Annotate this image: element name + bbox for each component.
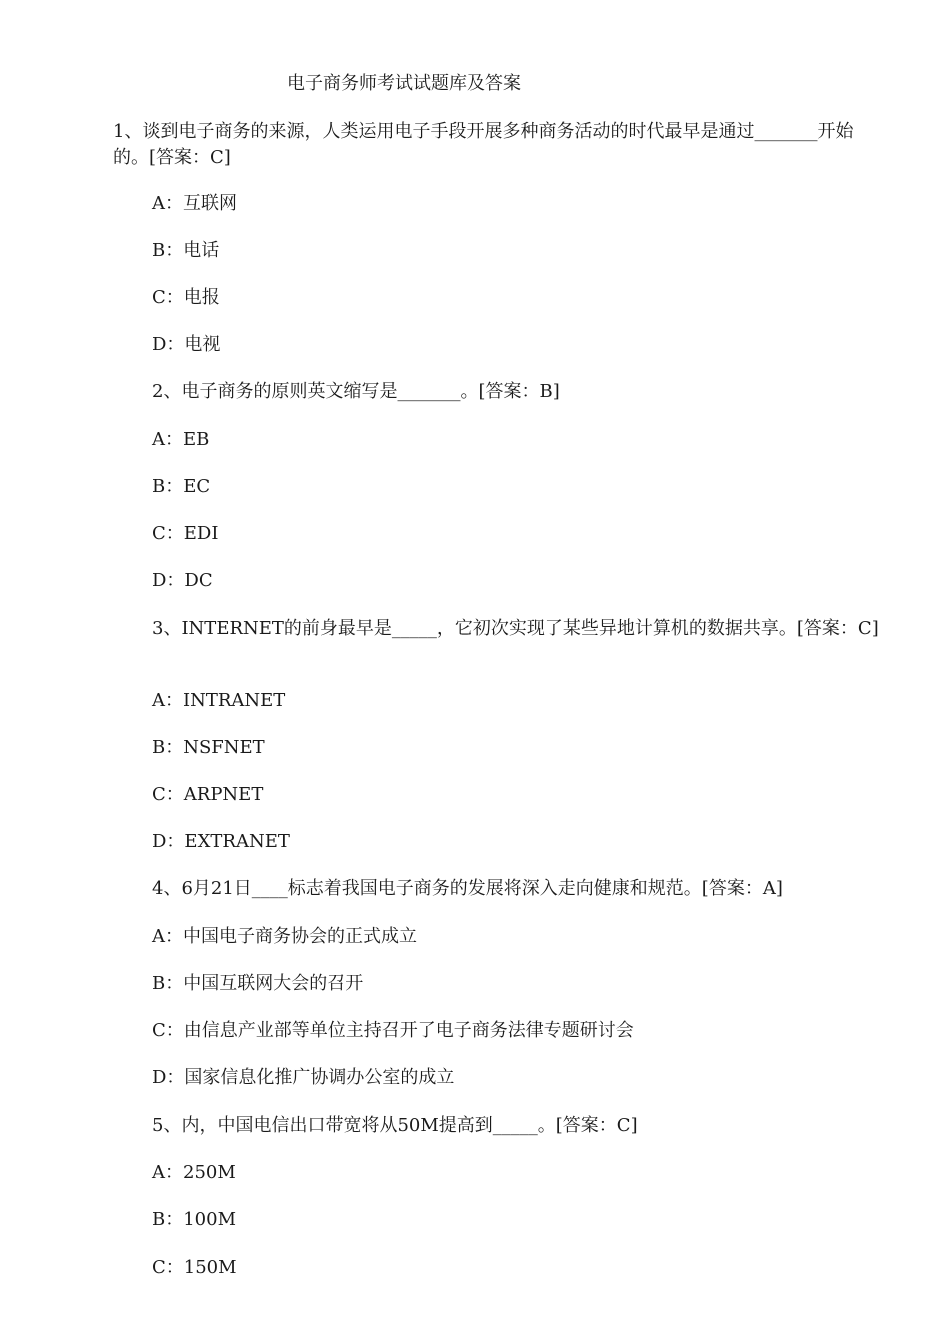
question-5-text: 5、内，中国电信出口带宽将从50M提高到_____。[答案：C] bbox=[152, 1115, 638, 1136]
question-3-option-c: C：ARPNET bbox=[152, 784, 264, 805]
question-1-text: 1、谈到电子商务的来源，人类运用电子手段开展多种商务活动的时代最早是通过_______开始的。[答案：C] bbox=[113, 121, 854, 168]
question-2-option-c: C：EDI bbox=[152, 523, 219, 544]
question-2-option-d: D：DC bbox=[152, 570, 213, 591]
document-title: 电子商务师考试试题库及答案 bbox=[287, 73, 521, 94]
question-4-option-b: B：中国互联网大会的召开 bbox=[152, 973, 364, 994]
question-5-option-c: C：150M bbox=[152, 1257, 237, 1278]
question-3-option-d: D：EXTRANET bbox=[152, 831, 290, 852]
question-4-option-c: C：由信息产业部等单位主持召开了电子商务法律专题研讨会 bbox=[152, 1020, 634, 1041]
question-2-option-b: B：EC bbox=[152, 476, 211, 497]
question-4-option-a: A：中国电子商务协会的正式成立 bbox=[152, 926, 417, 947]
question-2-text: 2、电子商务的原则英文缩写是_______。[答案：B] bbox=[152, 381, 560, 402]
question-5-option-a: A：250M bbox=[152, 1162, 236, 1183]
question-1-option-a: A：互联网 bbox=[152, 193, 237, 214]
question-3-option-a: A：INTRANET bbox=[152, 690, 286, 711]
question-5-option-b: B：100M bbox=[152, 1209, 237, 1230]
question-1-option-c: C：电报 bbox=[152, 287, 220, 308]
question-4-option-d: D：国家信息化推广协调办公室的成立 bbox=[152, 1067, 455, 1088]
question-1-option-d: D：电视 bbox=[152, 334, 221, 355]
question-1-option-b: B：电话 bbox=[152, 240, 220, 261]
question-2-option-a: A：EB bbox=[152, 429, 210, 450]
question-4-text: 4、6月21日____标志着我国电子商务的发展将深入走向健康和规范。[答案：A] bbox=[152, 878, 783, 899]
question-3-text: 3、INTERNET的前身最早是_____，它初次实现了某些异地计算机的数据共享。[答案：C] bbox=[152, 618, 879, 639]
question-3-option-b: B：NSFNET bbox=[152, 737, 265, 758]
